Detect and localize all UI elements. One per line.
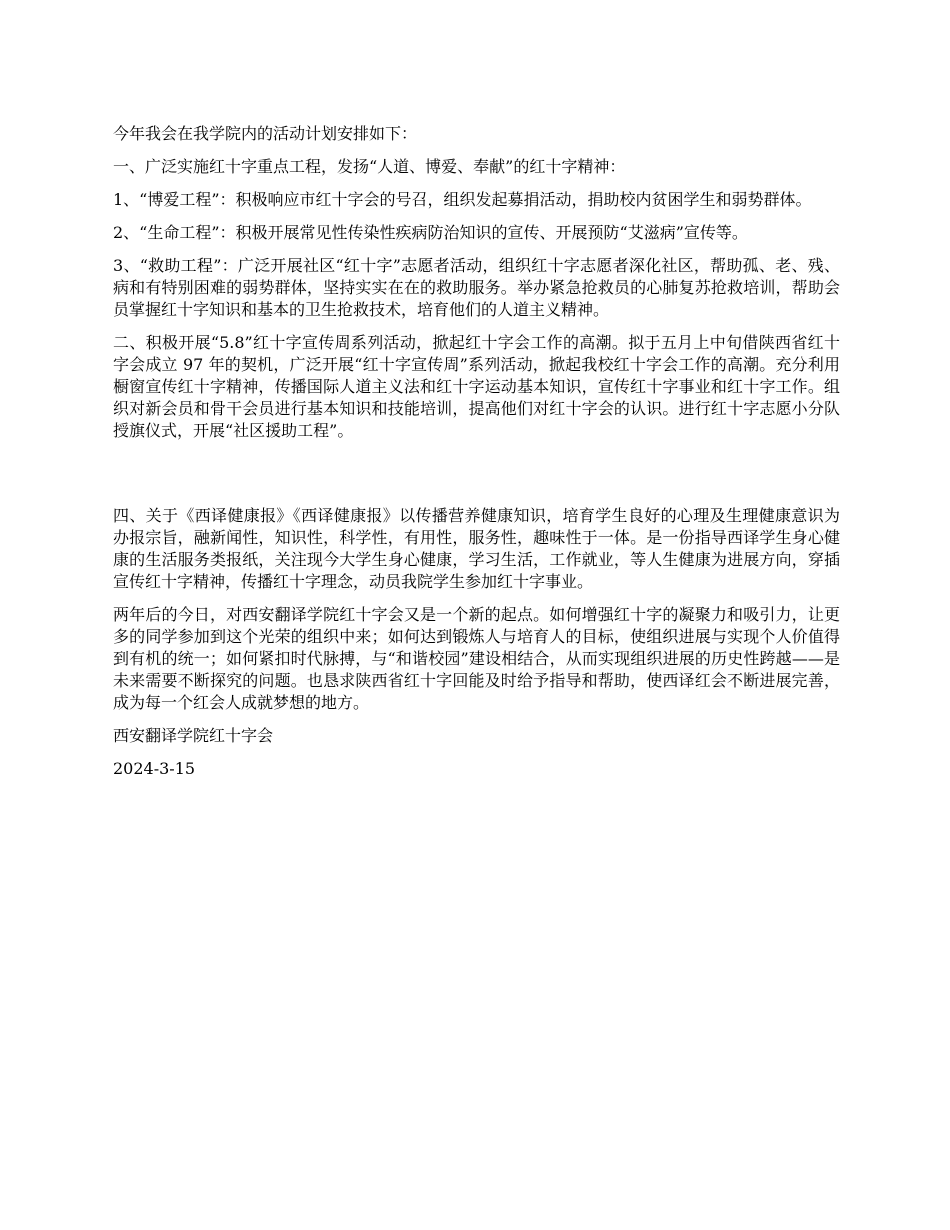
section-two-paragraph: 二、积极开展“5.8”红十字宣传周系列活动，掀起红十字会工作的高潮。拟于五月上中旬借陕西省红十字会成立 97 年的契机，广泛开展“红十字宣传周”系列活动，掀起我校红十字会工作的高潮。充分利用橱窗宣传红十字精神，传播国际人道主义法和红十字运动基本知识，宣传红十字事业和红十字工作。组织对新会员和骨干会员进行基本知识和技能培训，提高他们对红十字会的认识。进行红十字志愿小分队授旗仪式，开展“社区援助工程”。 [113,333,840,440]
signature-organization: 西安翻译学院红十字会 [113,726,274,745]
item-2-paragraph: 2、“生命工程”：积极开展常见性传染性疾病防治知识的宣传、开展预防“艾滋病”宣传等。 [113,223,748,242]
intro-paragraph: 今年我会在我学院内的活动计划安排如下： [113,124,418,143]
item-1-paragraph: 1、“博爱工程”：积极响应市红十字会的号召，组织发起募捐活动，捐助校内贫困学生和弱势群体。 [113,190,812,209]
item-3-paragraph: 3、“救助工程”：广泛开展社区“红十字”志愿者活动，组织红十字志愿者深化社区，帮助孤、老、残、病和有特别困难的弱势群体，坚持实实在在的救助服务。举办紧急抢救员的心肺复苏抢救培训，帮助会员掌握红十字知识和基本的卫生抢救技术，培育他们的人道主义精神。 [113,256,840,319]
closing-paragraph: 两年后的今日，对西安翻译学院红十字会又是一个新的起点。如何增强红十字的凝聚力和吸引力，让更多的同学参加到这个光荣的组织中来；如何达到锻炼人与培育人的目标，使组织进展与实现个人价值得到有机的统一；如何紧扣时代脉搏，与“和谐校园”建设相结合，从而实现组织进展的历史性跨越——是未来需要不断探究的问题。也恳求陕西省红十字回能及时给予指导和帮助，使西译红会不断进展完善，成为每一个红会人成就梦想的地方。 [113,605,840,712]
section-four-paragraph: 四、关于《西译健康报》《西译健康报》以传播营养健康知识，培育学生良好的心理及生理健康意识为办报宗旨，融新闻性，知识性，科学性，有用性，服务性，趣味性于一体。是一份指导西译学生身心健康的生活服务类报纸，关注现今大学生身心健康，学习生活，工作就业，等人生健康为进展方向，穿插宣传红十字精神，传播红十字理念，动员我院学生参加红十字事业。 [113,506,840,591]
signature-date: 2024-3-15 [113,759,196,778]
document-page [113,123,840,791]
section-one-heading: 一、广泛实施红十字重点工程，发扬“人道、博爱、奉献”的红十字精神： [113,157,626,176]
blank-gap [113,453,840,505]
